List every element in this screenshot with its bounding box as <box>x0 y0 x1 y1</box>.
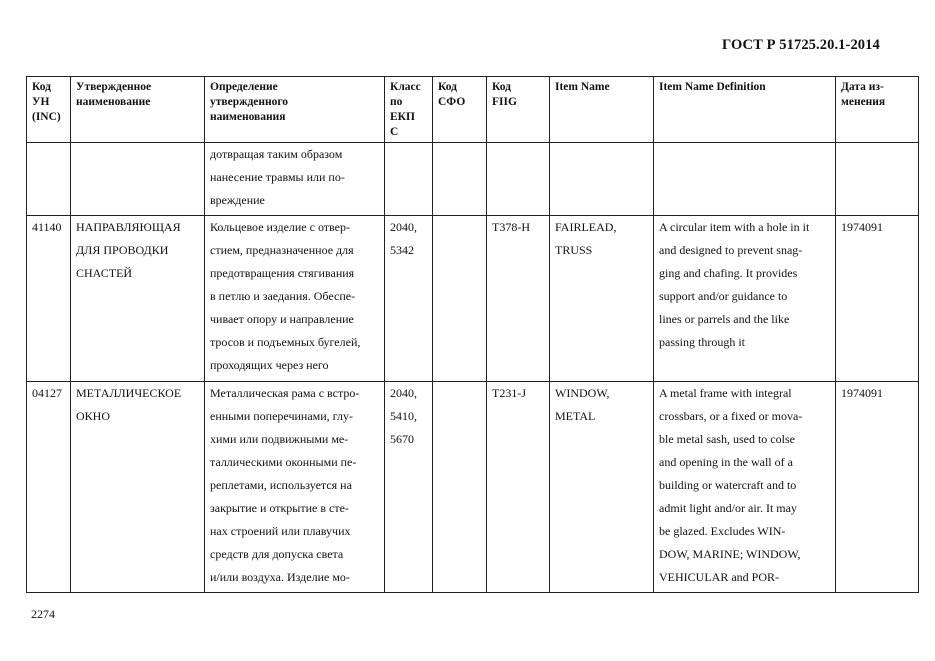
cell-line: Код <box>438 81 458 93</box>
cell-line: Класс <box>390 81 421 93</box>
header-definition <box>205 77 385 143</box>
cell-line: наименования <box>210 111 286 123</box>
cell-line: ЕКП <box>390 111 415 123</box>
cell-inc <box>27 216 71 382</box>
cell-item-name-definition <box>654 143 836 216</box>
cell-ekps-class <box>385 216 433 382</box>
cell-line: T231-J <box>492 386 526 400</box>
cell-line: таллическими оконными пе- <box>210 455 357 469</box>
cell-line: 5670 <box>390 432 414 446</box>
document-code: ГОСТ Р 51725.20.1-2014 <box>722 37 880 53</box>
cell-line: A circular item with a hole in it <box>659 220 810 234</box>
cell-line: lines or parrels and the like <box>659 312 790 326</box>
cell-line: admit light and/or air. It may <box>659 501 797 515</box>
cell-line: НАПРАВЛЯЮЩАЯ <box>76 220 181 234</box>
header-change-date <box>836 77 919 143</box>
cell-line: METAL <box>555 409 596 423</box>
cell-line: проходящих через него <box>210 358 329 372</box>
item-name-table <box>26 76 919 593</box>
cell-line: чивает опору и направление <box>210 312 354 326</box>
cell-line: по <box>390 96 403 108</box>
page-number: 2274 <box>31 607 55 621</box>
cell-line: 04127 <box>32 386 62 400</box>
cell-line: ОКНО <box>76 409 111 423</box>
cell-line: дотвращая таким образом <box>210 147 343 161</box>
cell-line: менения <box>841 96 886 108</box>
cell-fiig-code <box>487 382 550 593</box>
cell-approved-name <box>71 216 205 382</box>
cell-item-name-definition <box>654 216 836 382</box>
cell-line: FIIG <box>492 96 517 108</box>
cell-line: and opening in the wall of a <box>659 455 793 469</box>
header-sfo-code <box>433 77 487 143</box>
table-row <box>27 216 919 382</box>
cell-line: T378-H <box>492 220 530 234</box>
cell-line: 1974091 <box>841 386 883 400</box>
cell-line: Код <box>32 81 52 93</box>
cell-line: crossbars, or a fixed or mova- <box>659 409 803 423</box>
cell-fiig-code <box>487 216 550 382</box>
cell-ekps-class <box>385 382 433 593</box>
cell-line: тросов и подъемных бугелей, <box>210 335 361 349</box>
table-row <box>27 143 919 216</box>
cell-line: нанесение травмы или по- <box>210 170 345 184</box>
cell-line: и/или воздуха. Изделие мо- <box>210 570 350 584</box>
cell-line: МЕТАЛЛИЧЕСКОЕ <box>76 386 182 400</box>
cell-line: СФО <box>438 96 466 108</box>
cell-line: 2040, <box>390 386 417 400</box>
cell-line: С <box>390 126 399 138</box>
cell-definition <box>205 382 385 593</box>
header-fiig-code <box>487 77 550 143</box>
cell-item-name-definition <box>654 382 836 593</box>
cell-ekps-class <box>385 143 433 216</box>
cell-line: УН <box>32 96 50 108</box>
cell-line: наименование <box>76 96 151 108</box>
cell-line: WINDOW, <box>555 386 610 400</box>
cell-sfo-code <box>433 382 487 593</box>
cell-line: стием, предназначенное для <box>210 243 354 257</box>
cell-line: VEHICULAR and POR- <box>659 570 779 584</box>
cell-inc <box>27 143 71 216</box>
cell-line: 2040, <box>390 220 417 234</box>
cell-line: Item Name Definition <box>659 81 766 93</box>
cell-change-date <box>836 216 919 382</box>
cell-line: ging and chafing. It provides <box>659 266 798 280</box>
cell-line: 1974091 <box>841 220 883 234</box>
cell-line: в петлю и заедания. Обеспе- <box>210 289 356 303</box>
cell-line: вреждение <box>210 193 265 207</box>
cell-line: Металлическая рама с встро- <box>210 386 360 400</box>
cell-line: хими или подвижными ме- <box>210 432 349 446</box>
cell-line: DOW, MARINE; WINDOW, <box>659 547 801 561</box>
cell-line: Код <box>492 81 512 93</box>
cell-line: Item Name <box>555 81 610 93</box>
header-ekps-class <box>385 77 433 143</box>
cell-line: and designed to prevent snag- <box>659 243 803 257</box>
cell-item-name <box>550 216 654 382</box>
cell-line: (INC) <box>32 111 61 123</box>
cell-change-date <box>836 382 919 593</box>
cell-line: предотвращения стягивания <box>210 266 355 280</box>
cell-line: Кольцевое изделие с отвер- <box>210 220 350 234</box>
cell-item-name <box>550 382 654 593</box>
cell-approved-name <box>71 382 205 593</box>
cell-approved-name <box>71 143 205 216</box>
cell-line: утвержденного <box>210 96 289 108</box>
cell-line: нах строений или плавучих <box>210 524 351 538</box>
cell-definition <box>205 143 385 216</box>
cell-line: СНАСТЕЙ <box>76 266 133 280</box>
cell-sfo-code <box>433 216 487 382</box>
cell-fiig-code <box>487 143 550 216</box>
header-inc <box>27 77 71 143</box>
cell-line: support and/or guidance to <box>659 289 788 303</box>
cell-line: 5410, <box>390 409 417 423</box>
cell-line: Определение <box>210 81 278 93</box>
cell-item-name <box>550 143 654 216</box>
cell-inc <box>27 382 71 593</box>
cell-line: 5342 <box>390 243 414 257</box>
cell-line: TRUSS <box>555 243 593 257</box>
cell-definition <box>205 216 385 382</box>
cell-line: средств для допуска света <box>210 547 344 561</box>
header-item-name <box>550 77 654 143</box>
cell-line: реплетами, используется на <box>210 478 352 492</box>
cell-line: FAIRLEAD, <box>555 220 617 234</box>
cell-line: be glazed. Excludes WIN- <box>659 524 786 538</box>
cell-line: 41140 <box>32 220 62 234</box>
cell-line: закрытие и открытие в сте- <box>210 501 349 515</box>
cell-line: ble metal sash, used to colse <box>659 432 795 446</box>
cell-line: A metal frame with integral <box>659 386 792 400</box>
cell-sfo-code <box>433 143 487 216</box>
cell-line: Утвержденное <box>76 81 152 93</box>
cell-line: енными поперечинами, глу- <box>210 409 353 423</box>
cell-line: passing through it <box>659 335 745 349</box>
table-header-row <box>27 77 919 143</box>
cell-change-date <box>836 143 919 216</box>
header-approved-name <box>71 77 205 143</box>
cell-line: ДЛЯ ПРОВОДКИ <box>76 243 169 257</box>
header-item-name-definition <box>654 77 836 143</box>
cell-line: building or watercraft and to <box>659 478 797 492</box>
cell-line: Дата из- <box>841 81 884 93</box>
table-row <box>27 382 919 593</box>
